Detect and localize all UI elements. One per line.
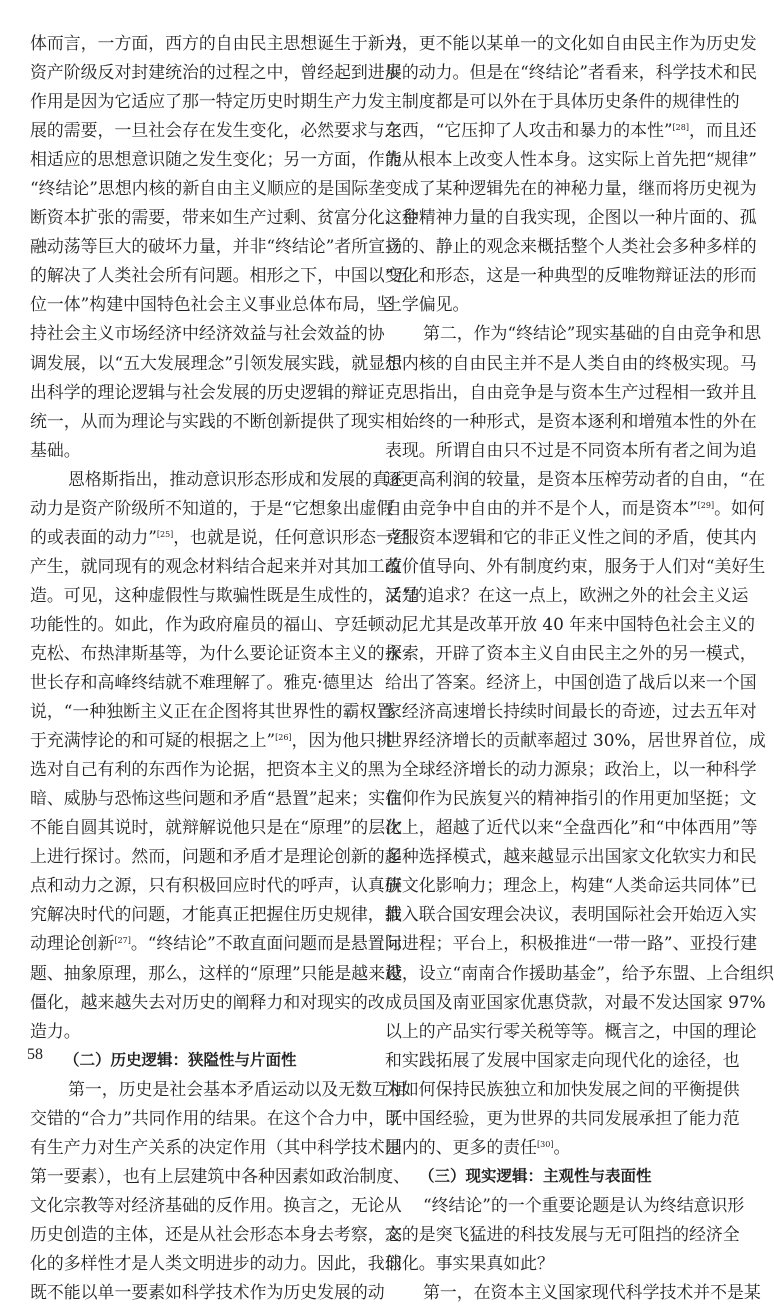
text-line bbox=[30, 58, 402, 87]
line-text-continued: 。“终结论”不敢直面问题而是悬置问 bbox=[130, 933, 402, 954]
text-line bbox=[385, 116, 757, 145]
text-line bbox=[385, 494, 765, 523]
text-line bbox=[385, 988, 766, 1017]
line-text: 探索，开辟了资本主义自由民主之外的另一模式， bbox=[385, 642, 757, 663]
line-text: 展的需要，一旦社会存在发生变化，必然要求与之 bbox=[30, 120, 402, 141]
line-text: 调发展，以“五大发展理念”引领发展实践，就显示 bbox=[30, 352, 402, 373]
line-text: 为全球经济增长的动力源泉；政治上，以一种科学 bbox=[385, 759, 757, 780]
line-text: 断资本扩张的需要，带来如生产过剩、贫富分化、金 bbox=[30, 207, 419, 228]
text-line bbox=[385, 436, 757, 465]
line-text: 第一要素），也有上层建筑中各种因素如政治制度、 bbox=[30, 1165, 411, 1186]
line-text: 家经济高速增长持续时间最长的奇迹，过去五年对 bbox=[385, 701, 757, 722]
page-number: 58 bbox=[27, 1046, 43, 1063]
line-text: 球化。事实果真如此？ bbox=[385, 1252, 554, 1273]
line-text: 资产阶级反对封建统治的过程之中，曾经起到进步 bbox=[30, 62, 402, 83]
text-line bbox=[30, 29, 402, 58]
line-text: 克松、布热津斯基等，为什么要论证资本主义的永 bbox=[30, 642, 402, 663]
text-line bbox=[385, 145, 757, 174]
line-text: 僵化，越来越失去对历史的阐释力和对现实的改 bbox=[30, 991, 385, 1012]
section-heading bbox=[30, 1046, 356, 1075]
text-line bbox=[30, 319, 385, 348]
text-line bbox=[30, 988, 385, 1017]
line-text: 点和动力之源，只有积极回应时代的呼声，认真研 bbox=[30, 875, 402, 896]
text-line bbox=[385, 29, 757, 58]
line-text: “终结论”思想内核的新自由主义顺应的是国际垄 bbox=[30, 178, 386, 199]
line-text: 以上的产品实行零关税等等。概言之，中国的理论 bbox=[385, 1020, 757, 1041]
text-line bbox=[385, 726, 766, 755]
text-line bbox=[30, 1220, 402, 1249]
line-text: 出科学的理论逻辑与社会发展的历史逻辑的辩证 bbox=[30, 381, 385, 402]
line-text: 造。可见，这种虚假性与欺骗性既是生成性的，又是 bbox=[30, 584, 419, 605]
text-line bbox=[30, 813, 402, 842]
text-line bbox=[30, 726, 393, 755]
line-text: （二）历史逻辑：狭隘性与片面性 bbox=[64, 1050, 297, 1069]
text-line bbox=[385, 58, 757, 87]
line-text: 动力是资产阶级所不知道的，于是“它想象出虚假 bbox=[30, 497, 394, 518]
line-text: 自由竞争中自由的并不是个人，而是资本” bbox=[385, 497, 698, 518]
line-text: 动，尤其是改革开放 40 年来中国特色社会主义的 bbox=[385, 613, 756, 634]
line-text: 位一体”构建中国特色社会主义事业总体布局，坚 bbox=[30, 294, 394, 315]
text-line bbox=[385, 552, 766, 581]
text-line bbox=[385, 407, 757, 436]
text-line bbox=[30, 639, 402, 668]
text-line bbox=[30, 755, 385, 784]
text-line bbox=[385, 1075, 740, 1104]
line-text-continued: ，也就是说，任何意识形态一经 bbox=[173, 526, 410, 547]
text-line bbox=[30, 174, 386, 203]
text-line bbox=[385, 1249, 711, 1278]
text-line bbox=[30, 465, 406, 494]
text-line bbox=[30, 610, 419, 639]
text-line bbox=[30, 436, 356, 465]
line-text: 载入联合国安理会决议，表明国际社会开始迈入实 bbox=[385, 904, 757, 925]
text-line bbox=[385, 610, 756, 639]
line-text: 说，“一种独断主义正在企图将其世界性的霸权置 bbox=[30, 701, 394, 722]
line-text-continued: ，而且还 bbox=[688, 120, 757, 141]
line-text-continued: 。 bbox=[553, 1136, 571, 1157]
line-text: 融动荡等巨大的破坏力量，并非“终结论”者所宣扬 bbox=[30, 236, 402, 257]
text-line bbox=[385, 1017, 757, 1046]
line-text: 既不能以单一要素如科学技术作为历史发展的动 bbox=[30, 1282, 385, 1303]
text-line bbox=[385, 900, 757, 929]
line-text: 于充满悖论的和可疑的根据之上” bbox=[30, 730, 276, 751]
line-text-continued: ，因为他只挑 bbox=[291, 730, 393, 751]
line-text: 交错的“合力”共同作用的结果。在这个合力中，既 bbox=[30, 1107, 402, 1128]
line-text: 变成了某种逻辑先在的神秘力量，继而将历史视为 bbox=[385, 178, 757, 199]
text-line bbox=[385, 1278, 761, 1307]
text-line bbox=[30, 1249, 402, 1278]
line-text: 第一，在资本主义国家现代科学技术并不是某 bbox=[423, 1282, 761, 1303]
line-text: 的或表面的动力” bbox=[30, 526, 157, 547]
section-heading bbox=[385, 1162, 711, 1191]
line-text: 究解决时代的问题，才能真正把握住历史规律，推 bbox=[30, 904, 402, 925]
text-line bbox=[385, 1133, 711, 1162]
line-text: 展的动力。但是在“终结论”者看来，科学技术和民 bbox=[385, 62, 757, 83]
line-text: 克服资本逻辑和它的非正义性之间的矛盾，使其内 bbox=[385, 526, 757, 547]
text-line bbox=[30, 1104, 402, 1133]
text-line bbox=[30, 232, 402, 261]
line-text: 第一，历史是社会基本矛盾运动以及无数互相 bbox=[68, 1078, 406, 1099]
text-line bbox=[385, 959, 774, 988]
text-line bbox=[30, 1162, 411, 1191]
line-text: 恩格斯指出，推动意识形态形成和发展的真正 bbox=[68, 468, 406, 489]
line-text: 和实践拓展了发展中国家走向现代化的途径，也 bbox=[385, 1049, 740, 1070]
line-text-continued: 。如何 bbox=[714, 497, 765, 518]
text-line bbox=[385, 813, 758, 842]
line-text: （三）现实逻辑：主观性与表面性 bbox=[419, 1166, 652, 1185]
line-text: 不能自圆其说时，就辩解说他只是在“原理”的层次 bbox=[30, 817, 402, 838]
line-text: 成员国及南亚国家优惠贷款，对最不发达国家 97% bbox=[385, 991, 766, 1012]
line-text: 这种精神力量的自我实现，企图以一种片面的、孤 bbox=[385, 207, 757, 228]
text-line bbox=[385, 319, 762, 348]
citation-superscript: [29] bbox=[697, 500, 715, 510]
line-text: 上进行探讨。然而，问题和矛盾才是理论创新的起 bbox=[30, 846, 402, 867]
text-line bbox=[30, 959, 402, 988]
line-text: 为如何保持民族独立和加快发展之间的平衡提供 bbox=[385, 1078, 740, 1099]
line-text: 际进程；平台上，积极推进“一带一路”、亚投行建 bbox=[385, 933, 757, 954]
citation-superscript: [26] bbox=[275, 733, 292, 743]
line-text: 的解决了人类社会所有问题。相形之下，中国以“五 bbox=[30, 265, 411, 286]
right-text-column bbox=[385, 29, 774, 1307]
line-text: 了中国经验，更为世界的共同发展承担了能力范 bbox=[385, 1107, 740, 1128]
text-line bbox=[30, 116, 402, 145]
text-line bbox=[385, 581, 749, 610]
line-text: 暗、威胁与恐怖这些问题和矛盾“悬置”起来；实在 bbox=[30, 788, 402, 809]
text-line bbox=[385, 378, 757, 407]
line-text: 化上，超越了近代以来“全盘西化”和“中体西用”等 bbox=[385, 817, 758, 838]
line-text: “终结论”的一个重要论题是认为终结意识形 bbox=[423, 1194, 745, 1215]
text-line bbox=[385, 465, 766, 494]
text-line bbox=[385, 639, 757, 668]
text-line bbox=[30, 871, 402, 900]
text-line bbox=[385, 668, 757, 697]
text-line bbox=[30, 1075, 406, 1104]
line-text: 力，更不能以某单一的文化如自由民主作为历史发 bbox=[385, 33, 757, 53]
line-text: 围内的、更多的责任 bbox=[385, 1136, 538, 1157]
text-line bbox=[385, 755, 757, 784]
text-line bbox=[385, 232, 757, 261]
text-line bbox=[385, 1104, 740, 1133]
text-line bbox=[385, 871, 757, 900]
line-text: 文化宗教等对经济基础的反作用。换言之，无论从 bbox=[30, 1194, 402, 1215]
line-text: 信仰作为民族复兴的精神指引的作用更加坚挺；文 bbox=[385, 788, 757, 809]
text-line bbox=[30, 1278, 385, 1307]
text-line bbox=[30, 261, 411, 290]
text-line bbox=[385, 261, 757, 290]
line-text: 产生，就同现有的观念材料结合起来并对其加工改 bbox=[30, 555, 402, 576]
citation-superscript: [28] bbox=[672, 123, 689, 133]
line-text: 相适应的思想意识随之发生变化；另一方面，作为 bbox=[30, 149, 402, 170]
line-text: 态的是突飞猛进的科技发展与无可阻挡的经济全 bbox=[385, 1223, 740, 1244]
text-line bbox=[385, 929, 757, 958]
line-text: 表现。所谓自由只不过是不同资本所有者之间为追 bbox=[385, 439, 757, 460]
line-text: 蕴价值导向、外有制度约束，服务于人们对“美好生 bbox=[385, 555, 766, 576]
line-text: 持社会主义市场经济中经济效益与社会效益的协 bbox=[30, 323, 385, 344]
citation-superscript: [25] bbox=[156, 529, 174, 539]
text-line bbox=[385, 290, 711, 319]
text-line bbox=[30, 349, 402, 378]
left-text-column bbox=[30, 29, 419, 1307]
line-text: 统一，从而为理论与实践的不断创新提供了现实 bbox=[30, 410, 385, 431]
text-line bbox=[385, 1191, 745, 1220]
text-line bbox=[385, 174, 757, 203]
citation-superscript: [27] bbox=[114, 936, 131, 946]
line-text: 相始终的一种形式，是资本逐利和增殖本性的外在 bbox=[385, 410, 757, 431]
text-line bbox=[385, 1220, 740, 1249]
text-line bbox=[30, 581, 419, 610]
text-line bbox=[385, 349, 757, 378]
line-text: 活”的追求？在这一点上，欧洲之外的社会主义运 bbox=[385, 584, 749, 605]
line-text: 变化和形态，这是一种典型的反唯物辩证法的形而 bbox=[385, 265, 757, 286]
line-text: 化的多样性才是人类文明进步的动力。因此，我们 bbox=[30, 1252, 402, 1273]
line-text: 能从根本上改变人性本身。这实际上首先把“规律” bbox=[385, 149, 757, 170]
line-text: 造力。 bbox=[30, 1020, 81, 1041]
text-line bbox=[30, 668, 374, 697]
text-line bbox=[30, 900, 402, 929]
text-line bbox=[30, 378, 385, 407]
text-line bbox=[30, 145, 402, 174]
text-line bbox=[30, 1133, 402, 1162]
line-text: 历史创造的主体，还是从社会形态本身去考察，文 bbox=[30, 1223, 402, 1244]
citation-superscript: [30] bbox=[537, 1139, 554, 1149]
line-text: 东西，“它压抑了人攻击和暴力的本性” bbox=[385, 120, 673, 141]
text-line bbox=[385, 784, 757, 813]
text-line bbox=[385, 697, 757, 726]
line-text: 上学偏见。 bbox=[385, 294, 470, 315]
line-text: 第二，作为“终结论”现实基础的自由竞争和思 bbox=[423, 323, 762, 344]
text-line bbox=[30, 842, 402, 871]
line-text: 世长存和高峰终结就不难理解了。雅克·德里达 bbox=[30, 672, 374, 693]
line-text: 克思指出，自由竞争是与资本生产过程相一致并且 bbox=[385, 381, 757, 402]
line-text: 体而言，一方面，西方的自由民主思想诞生于新兴 bbox=[30, 33, 402, 53]
text-line bbox=[30, 1017, 356, 1046]
text-line bbox=[385, 842, 757, 871]
line-text: 动理论创新 bbox=[30, 933, 115, 954]
text-line bbox=[30, 552, 402, 581]
line-text: 功能性的。如此，作为政府雇员的福山、亨廷顿、尼 bbox=[30, 613, 419, 634]
text-line bbox=[30, 87, 385, 116]
line-text: 想内核的自由民主并不是人类自由的终极实现。马 bbox=[385, 352, 757, 373]
text-line bbox=[385, 1046, 740, 1075]
text-line bbox=[30, 1191, 402, 1220]
text-line bbox=[30, 523, 410, 552]
line-text: 给出了答案。经济上，中国创造了战后以来一个国 bbox=[385, 672, 757, 693]
line-text: 世界经济增长的贡献率超过 30%，居世界首位，成 bbox=[385, 730, 766, 751]
line-text: 族文化影响力；理念上，构建“人类命运共同体”已 bbox=[385, 875, 757, 896]
line-text: 主制度都是可以外在于具体历史条件的规律性的 bbox=[385, 91, 740, 112]
text-line bbox=[385, 523, 757, 552]
line-text: 逐更高利润的较量，是资本压榨劳动者的自由，“在 bbox=[385, 468, 766, 489]
line-text: 题、抽象原理，那么，这样的“原理”只能是越来越 bbox=[30, 962, 402, 983]
text-line bbox=[30, 784, 402, 813]
text-line bbox=[30, 203, 419, 232]
line-text: 选对自己有利的东西作为论据，把资本主义的黑 bbox=[30, 759, 385, 780]
line-text: 设，设立“南南合作援助基金”，给予东盟、上合组织 bbox=[385, 962, 774, 983]
line-text: 多种选择模式，越来越显示出国家文化软实力和民 bbox=[385, 846, 757, 867]
text-line bbox=[30, 290, 394, 319]
line-text: 有生产力对生产关系的决定作用（其中科学技术是 bbox=[30, 1136, 402, 1157]
text-line bbox=[30, 697, 394, 726]
text-line bbox=[30, 494, 394, 523]
text-line bbox=[30, 407, 385, 436]
text-line bbox=[385, 203, 757, 232]
text-line bbox=[385, 87, 740, 116]
line-text: 立的、静止的观念来概括整个人类社会多种多样的 bbox=[385, 236, 757, 257]
line-text: 作用是因为它适应了那一特定历史时期生产力发 bbox=[30, 91, 385, 112]
line-text: 基础。 bbox=[30, 439, 81, 460]
text-line bbox=[30, 929, 402, 958]
